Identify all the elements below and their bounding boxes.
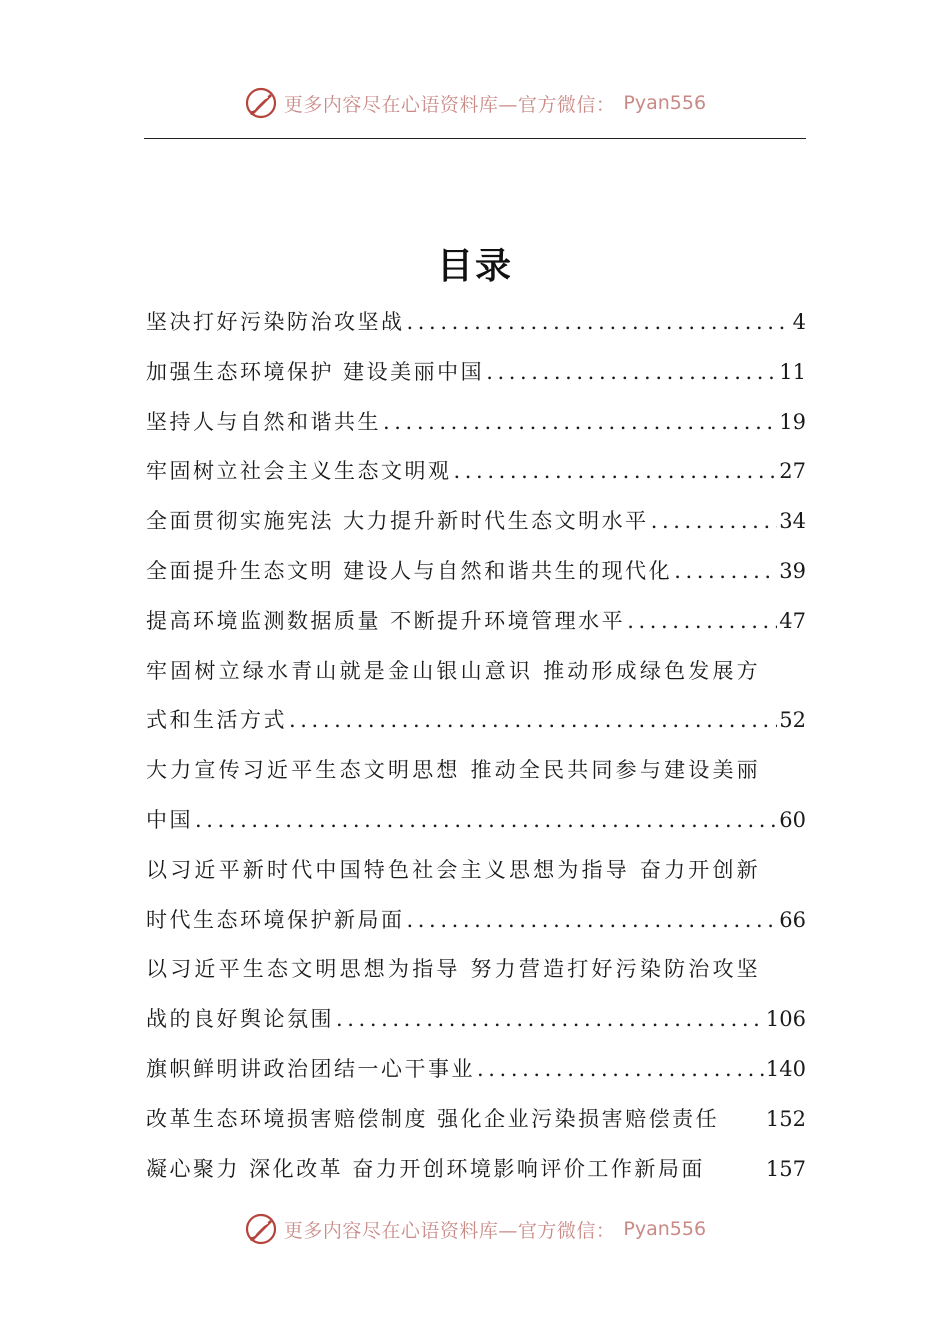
toc-entry-line [146,298,806,348]
toc-page-number: 39 [779,558,806,583]
toc-dot-leader [454,447,778,497]
toc-entry-title: 牢固树立社会主义生态文明观 [146,459,452,484]
toc-title: 目录 [436,245,513,287]
toc-entry-line [146,945,806,995]
toc-dot-leader [477,1045,764,1095]
toc-page-number: 152 [765,1106,806,1131]
toc-entry[interactable] [146,398,806,448]
toc-entry-title: 改革生态环境损害赔偿制度 强化企业污染损害赔偿责任 [146,1106,720,1131]
toc-entry[interactable] [146,1145,806,1195]
toc-entry[interactable] [146,497,806,547]
toc-page-number: 34 [779,509,806,534]
toc-entry-line [146,896,806,946]
toc-entry[interactable] [146,945,806,1045]
toc-list [146,298,806,1194]
toc-entry-title: 坚决打好污染防治攻坚战 [146,310,405,334]
toc-entry-line [146,1045,806,1095]
toc-entry[interactable] [146,298,806,348]
toc-entry[interactable] [146,1095,806,1145]
toc-entry-line [146,348,806,398]
toc-page-number: 157 [765,1156,806,1181]
toc-entry-title: 中国 [146,807,193,832]
toc-entry-title: 式和生活方式 [146,708,287,733]
toc-dot-leader [486,348,777,398]
toc-page-number: 66 [779,907,806,932]
toc-dot-leader [627,597,777,647]
toc-entry-line [146,746,806,796]
toc-page-number: 52 [779,708,806,733]
toc-dot-leader [336,995,764,1045]
toc-entry-title: 提高环境监测数据质量 不断提升环境管理水平 [146,608,626,633]
toc-dot-leader [383,398,777,448]
toc-entry[interactable] [146,348,806,398]
quill-pen-logo-icon [244,86,278,120]
toc-dot-leader [407,298,791,348]
toc-entry-title: 全面提升生态文明 建设人与自然和谐共生的现代化 [146,558,673,583]
toc-dot-leader [651,497,778,547]
toc-entry[interactable] [146,746,806,846]
toc-entry[interactable] [146,597,806,647]
header-watermark [0,86,950,120]
watermark-wechat-id: Pyan556 [623,1218,707,1240]
toc-page-number: 11 [779,359,806,384]
toc-entry-title: 旗帜鲜明讲政治团结一心干事业 [146,1056,475,1081]
watermark-wechat-id: Pyan556 [623,92,707,114]
toc-page-number: 106 [765,1007,806,1032]
toc-entry-line [146,398,806,448]
footer-watermark [0,1212,950,1246]
header-divider [144,138,806,139]
toc-entry-line [146,1095,806,1145]
toc-entry-line [146,447,806,497]
toc-page-number: 140 [765,1056,806,1081]
toc-dot-leader [289,696,777,746]
toc-dot-leader [674,547,777,597]
toc-entry-line [146,497,806,547]
toc-page-number: 60 [779,807,806,832]
toc-entry[interactable] [146,547,806,597]
toc-entry-line [146,647,806,697]
toc-page-number: 19 [779,409,806,434]
toc-entry[interactable] [146,447,806,497]
toc-page-number: 27 [779,459,806,484]
toc-entry-line [146,1145,806,1195]
toc-entry-title: 凝心聚力 深化改革 奋力开创环境影响评价工作新局面 [146,1156,705,1181]
toc-entry-title: 以习近平新时代中国特色社会主义思想为指导 奋力开创新 [146,857,761,882]
toc-entry-line [146,796,806,846]
toc-entry-title: 加强生态环境保护 建设美丽中国 [146,359,485,384]
quill-pen-logo-icon [244,1212,278,1246]
toc-entry[interactable] [146,1045,806,1095]
toc-entry-title: 坚持人与自然和谐共生 [146,409,381,434]
toc-entry-title: 时代生态环境保护新局面 [146,907,405,932]
toc-entry-line [146,547,806,597]
toc-page-number: 47 [779,608,806,633]
toc-entry[interactable] [146,846,806,946]
toc-entry-title: 全面贯彻实施宪法 大力提升新时代生态文明水平 [146,509,649,534]
toc-dot-leader [195,796,777,846]
toc-entry-line [146,696,806,746]
toc-entry-line [146,995,806,1045]
toc-entry-title: 牢固树立绿水青山就是金山银山意识 推动形成绿色发展方 [146,658,761,683]
toc-entry-title: 大力宣传习近平生态文明思想 推动全民共同参与建设美丽 [146,758,761,783]
toc-entry-line [146,597,806,647]
toc-entry[interactable] [146,647,806,747]
toc-entry-title: 以习近平生态文明思想为指导 努力营造打好污染防治攻坚 [146,957,761,982]
toc-page-number: 4 [792,310,806,334]
toc-entry-line [146,846,806,896]
watermark-text: 更多内容尽在心语资料库—官方微信： [283,1219,616,1242]
toc-dot-leader [407,896,778,946]
toc-entry-title: 战的良好舆论氛围 [146,1007,334,1032]
watermark-text: 更多内容尽在心语资料库—官方微信： [283,93,616,116]
